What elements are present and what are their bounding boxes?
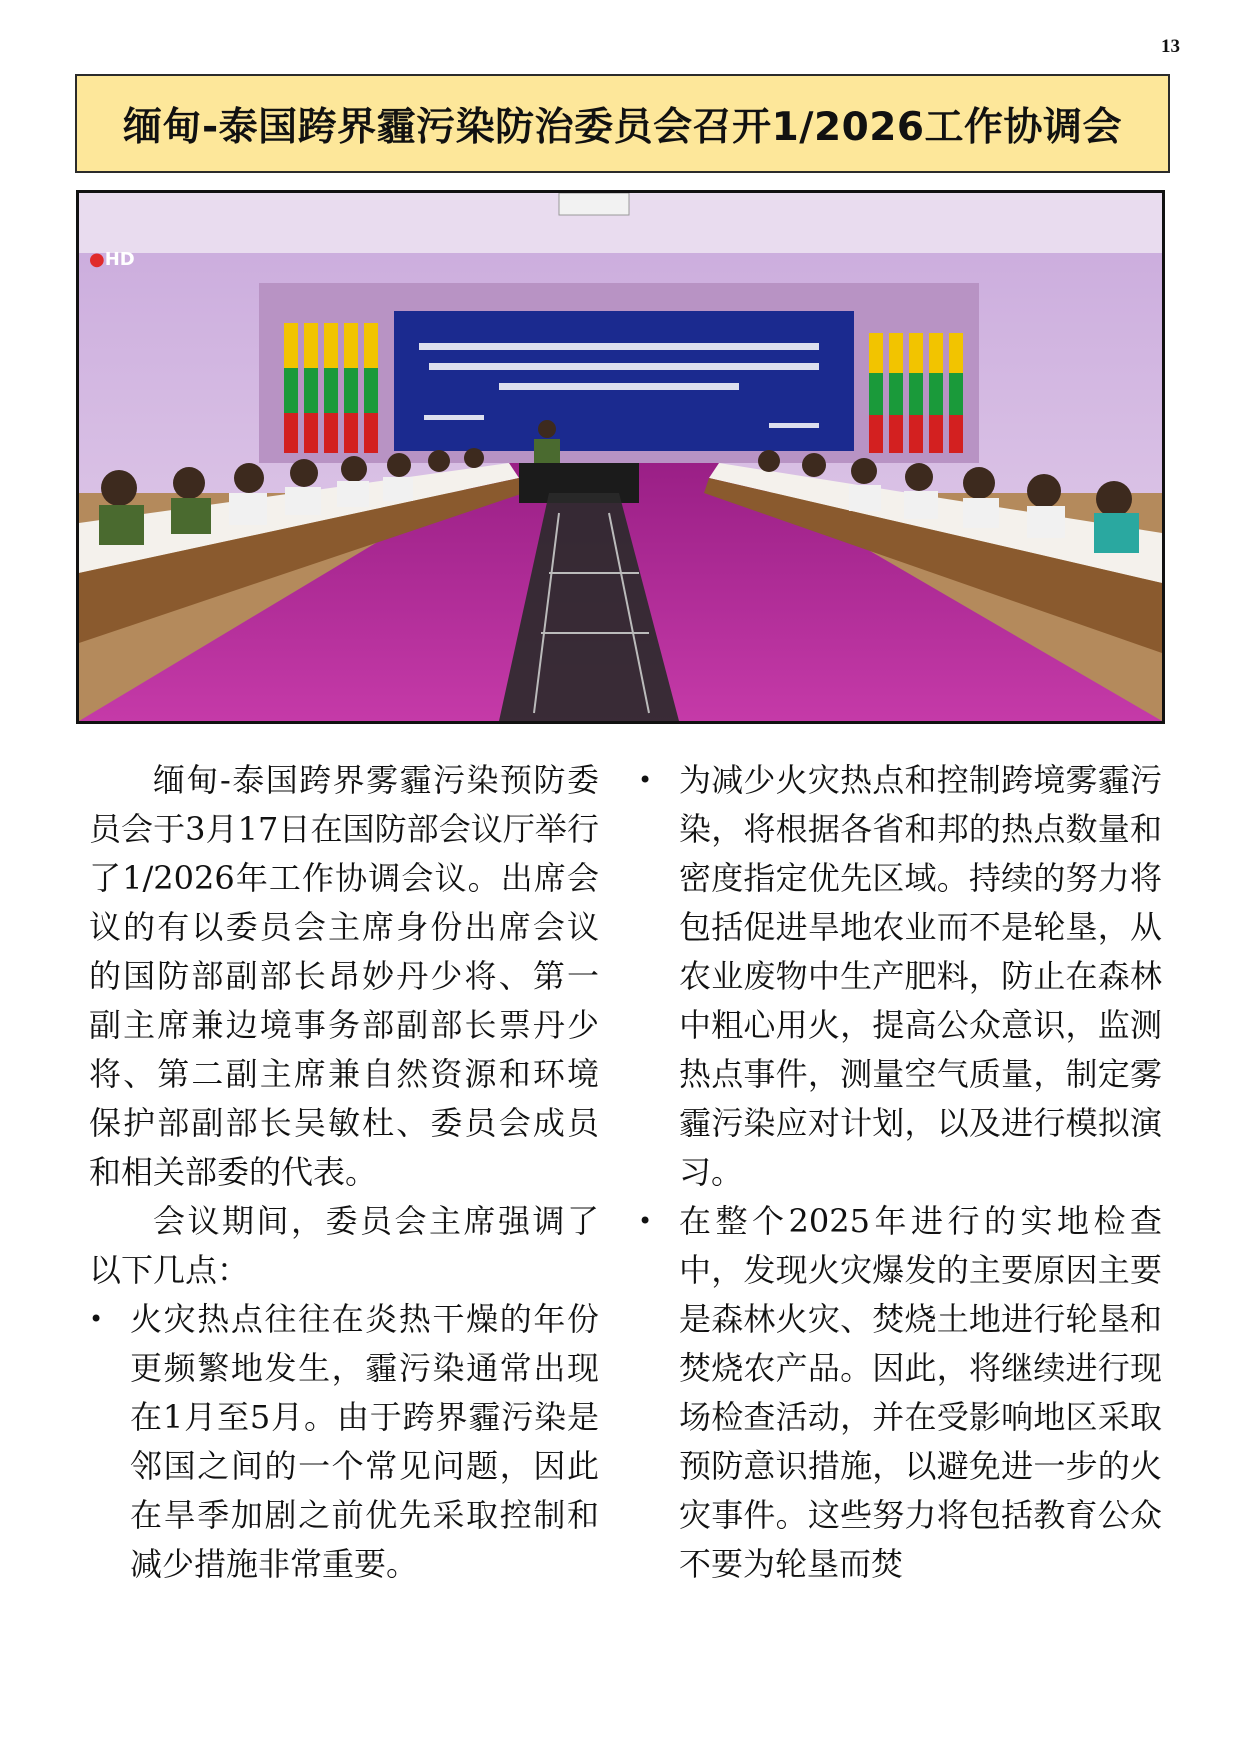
bullet-list-left [89,1295,599,1589]
red-dot-icon: ● [89,249,105,270]
article-intro: 缅甸-泰国跨界雾霾污染预防委员会于3月17日在国防部会议厅举行了1/2026年工作协调会议。出席会议的有以委员会主席身份出席会议的国防部副部长昂妙丹少将、第一副主席兼边境事务部副部长票丹少将、第二副主席兼自然资源和环境保护部副部长吴敏杜、委员会成员和相关部委的代表。 [89,761,599,1191]
article-column-right [638,756,1162,1589]
bullet-icon: • [638,1207,653,1235]
page-title: 缅甸-泰国跨界霾污染防治委员会召开1/2026工作协调会 [122,104,1123,150]
meeting-photo-illustration [79,193,1162,721]
meeting-photo [76,190,1165,724]
bullet-item: • 火灾热点往往在炎热干燥的年份更频繁地发生，霾污染通常出现在1月至5月。由于跨界霾污染是邻国之间的一个常见问题，因此在旱季加剧之前优先采取控制和减少措施非常重要。 [89,1295,599,1589]
hd-badge: ●HD [89,249,135,270]
bullet-icon: • [638,766,653,794]
article-column-left [89,756,599,1589]
bullet-list-right [638,756,1162,1589]
article-lead: 会议期间，委员会主席强调了以下几点： [89,1202,599,1289]
bullet-item: • 为减少火灾热点和控制跨境雾霾污染，将根据各省和邦的热点数量和密度指定优先区域。持续的努力将包括促进旱地农业而不是轮垦，从农业废物中生产肥料，防止在森林中粗心用火，提高公众意识，监测热点事件，测量空气质量，制定雾霾污染应对计划，以及进行模拟演习。 [638,756,1162,1197]
bullet-item: • 在整个2025年进行的实地检查中，发现火灾爆发的主要原因主要是森林火灾、焚烧土地进行轮垦和焚烧农产品。因此，将继续进行现场检查活动，并在受影响地区采取预防意识措施，以避免进一步的火灾事件。这些努力将包括教育公众不要为轮垦而焚 [638,1197,1162,1589]
page-number: 13 [1161,36,1180,57]
title-banner [75,74,1170,173]
bullet-icon: • [89,1305,104,1333]
stage-banner [394,311,854,451]
